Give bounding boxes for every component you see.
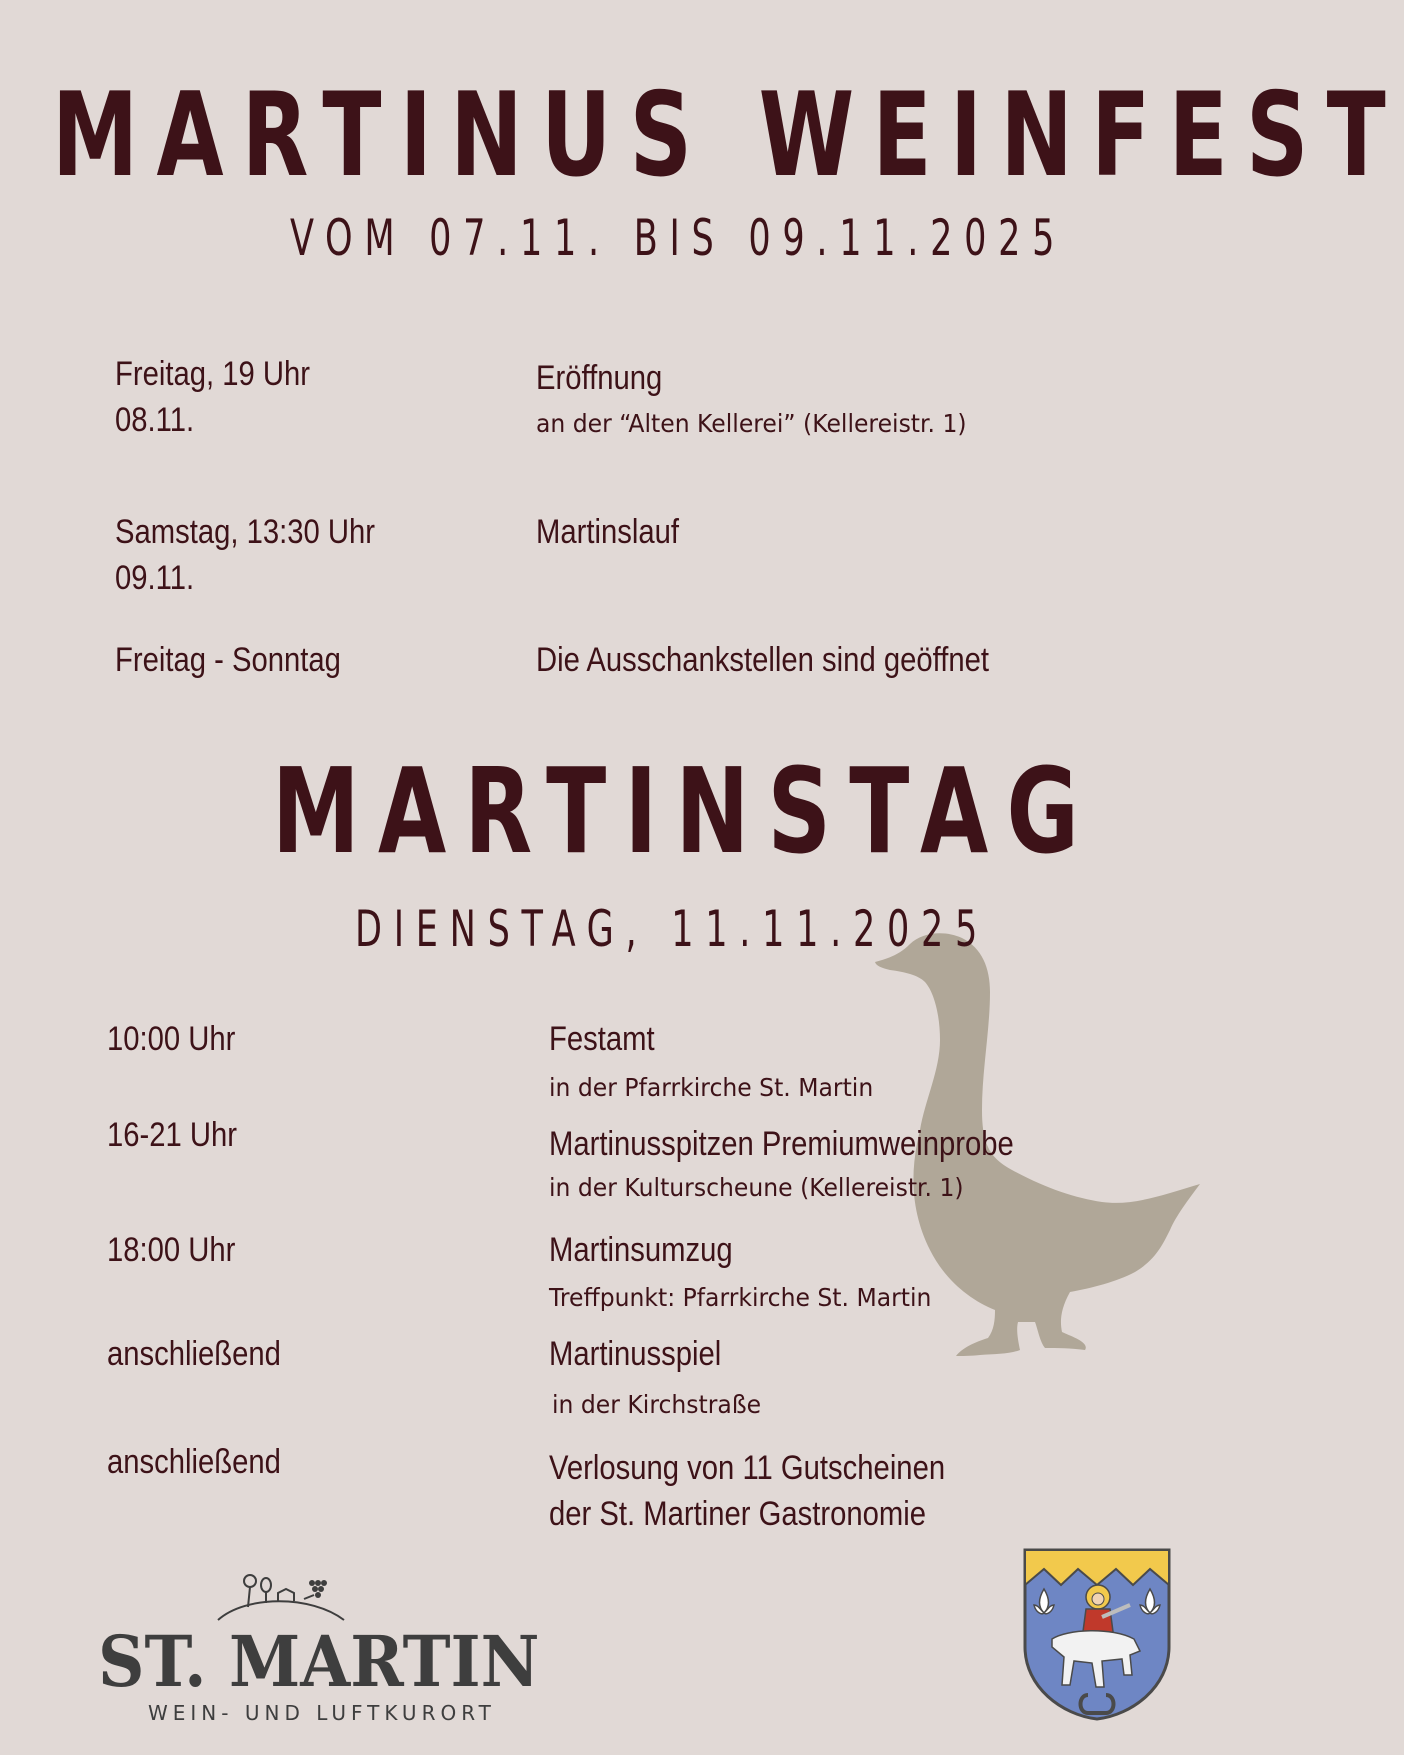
weinfest-dates: VOM 07.11. BIS 09.11.2025 xyxy=(290,209,1067,267)
weinfest-event-3-what: Die Ausschankstellen sind geöffnet xyxy=(536,641,989,679)
martinstag-title: MARTINSTAG xyxy=(272,742,1098,880)
martinstag-event-3-what: Martinsumzug xyxy=(549,1231,733,1269)
martinstag-event-3-when: 18:00 Uhr xyxy=(107,1231,236,1269)
martinstag-event-1-what: Festamt xyxy=(549,1020,655,1058)
weinfest-event-1-what: Eröffnung xyxy=(536,359,663,397)
martinstag-event-5-what: Verlosung von 11 Gutscheinen der St. Martiner Gastronomie xyxy=(549,1449,946,1533)
hills-vine-icon xyxy=(216,1565,346,1625)
st-martin-logo xyxy=(98,1565,540,1725)
martinstag-event-2-when: 16-21 Uhr xyxy=(107,1116,238,1154)
logo-name: ST. MARTIN xyxy=(98,1620,540,1703)
weinfest-event-3-when: Freitag - Sonntag xyxy=(115,641,341,679)
martinstag-event-2-what: Martinusspitzen Premiumweinprobe xyxy=(549,1125,1014,1163)
coat-of-arms-icon xyxy=(1022,1547,1172,1722)
martinstag-event-5-when: anschließend xyxy=(107,1443,281,1481)
weinfest-title: MARTINUS WEINFEST xyxy=(52,68,1404,203)
martinstag-event-1-when: 10:00 Uhr xyxy=(107,1020,236,1058)
martinstag-event-2-where: in der Kulturscheune (Kellereistr. 1) xyxy=(549,1173,964,1202)
logo-tagline: WEIN- UND LUFTKURORT xyxy=(148,1701,496,1725)
weinfest-event-1-where: an der “Alten Kellerei” (Kellereistr. 1) xyxy=(536,409,967,438)
martinstag-date: DIENSTAG, 11.11.2025 xyxy=(355,900,990,958)
weinfest-event-2-what: Martinslauf xyxy=(536,513,680,551)
martinstag-event-4-where: in der Kirchstraße xyxy=(552,1390,762,1419)
martinstag-event-4-when: anschließend xyxy=(107,1335,281,1373)
weinfest-event-1-when: Freitag, 19 Uhr 08.11. xyxy=(115,355,311,439)
martinstag-event-4-what: Martinusspiel xyxy=(549,1335,722,1373)
weinfest-event-2-when: Samstag, 13:30 Uhr 09.11. xyxy=(115,513,376,597)
martinstag-event-3-where: Treffpunkt: Pfarrkirche St. Martin xyxy=(549,1283,932,1312)
martinstag-event-1-where: in der Pfarrkirche St. Martin xyxy=(549,1073,874,1102)
